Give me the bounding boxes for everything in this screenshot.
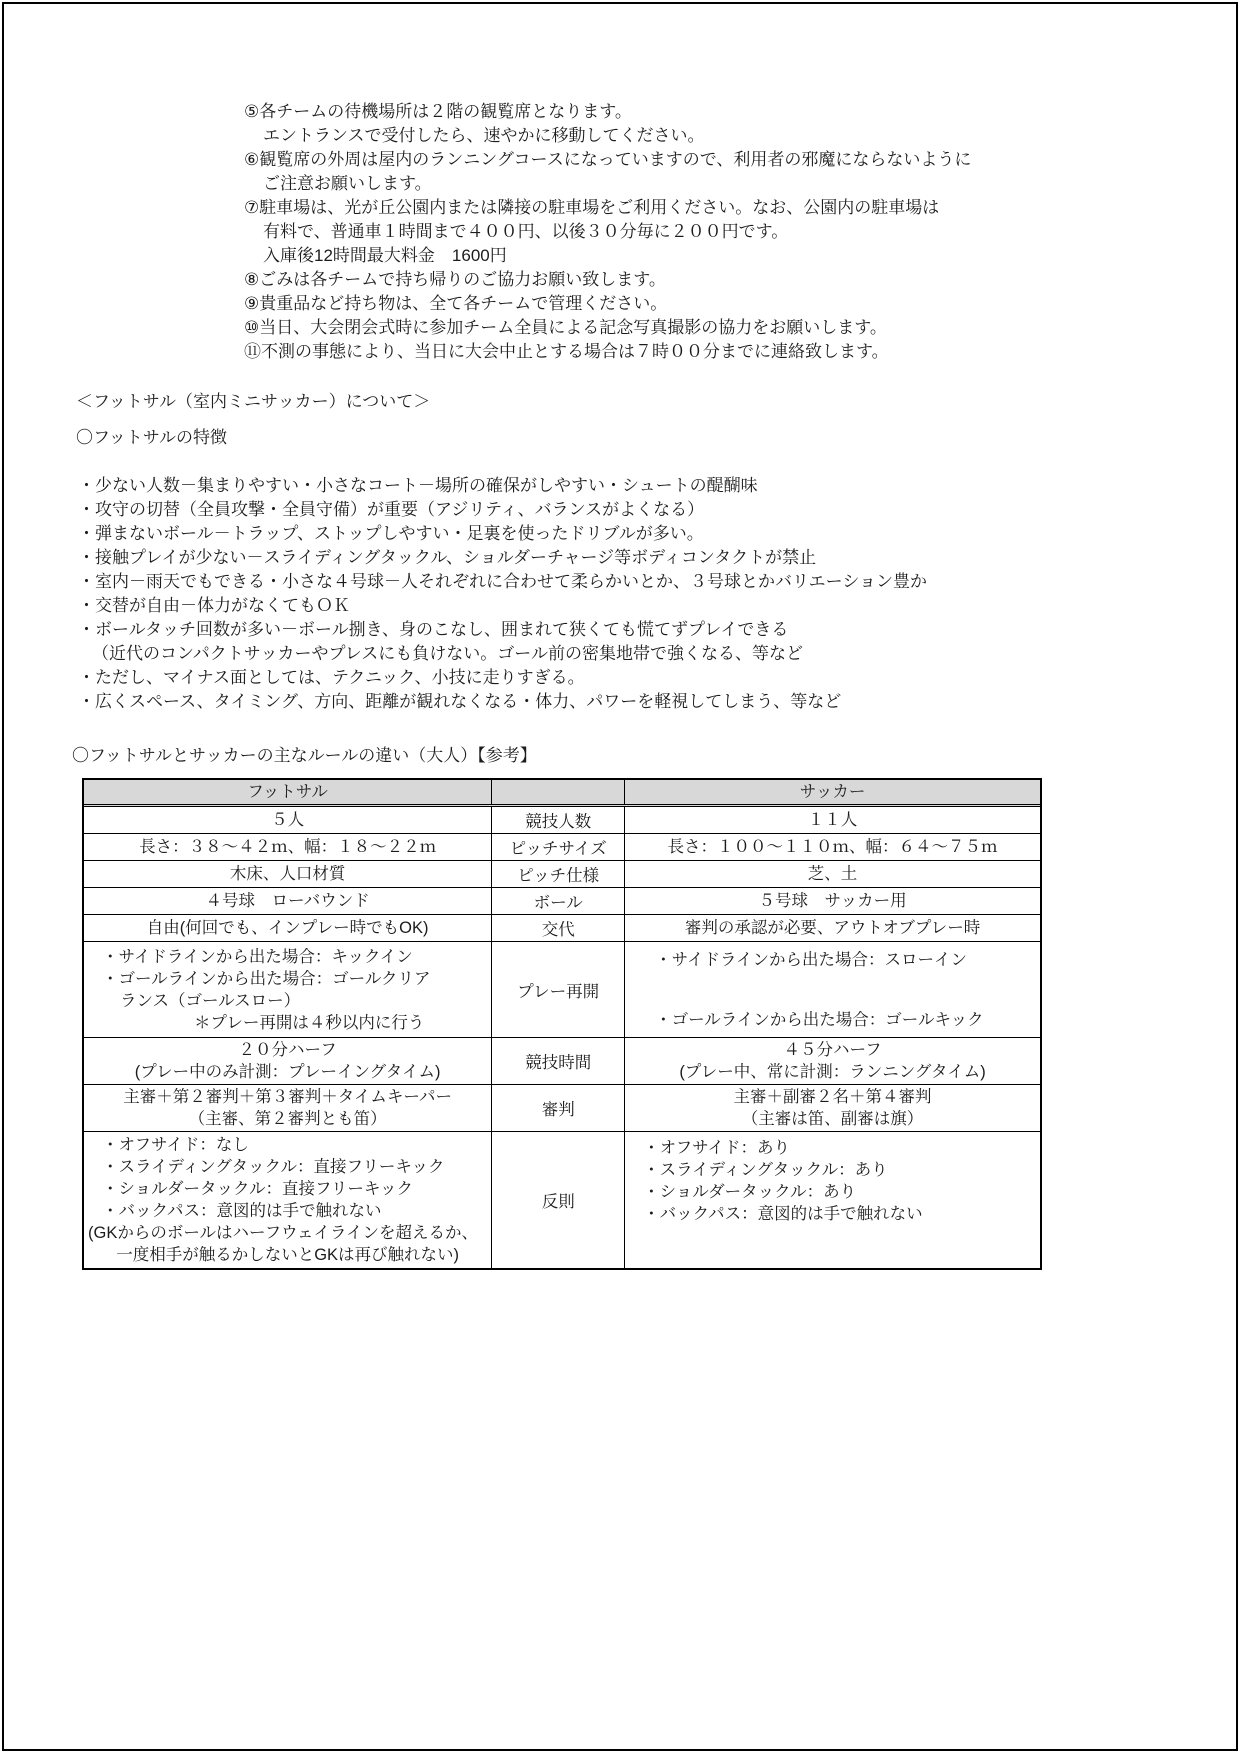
- cell-line: (GKからのボールはハーフウェイラインを超えるか、: [88, 1224, 479, 1242]
- cell-line: ４５分ハーフ: [783, 1041, 882, 1059]
- soccer-cell: [624, 1038, 1040, 1084]
- table-row: [84, 807, 1040, 834]
- category-cell: [491, 1132, 624, 1268]
- cell-line: ４号球 ローバウンド: [205, 892, 370, 910]
- category-label: 交代: [541, 921, 575, 939]
- cell-line: 主審＋第２審判＋第３審判＋タイムキーパー: [123, 1088, 453, 1106]
- cell-line: [627, 971, 1038, 1009]
- notice-list: [244, 100, 1196, 364]
- header-category: [491, 780, 624, 804]
- cell-line: ・ショルダータックル：直接フリーキック: [102, 1180, 414, 1198]
- cell-line: 芝、土: [807, 865, 858, 883]
- cell-line: ・サイドラインから出た場合：キックイン: [102, 947, 413, 966]
- cell-line: 主審＋副審２名＋第４審判: [733, 1088, 932, 1106]
- header-soccer: [624, 780, 1040, 804]
- category-cell: [491, 915, 624, 941]
- rules-comparison-table: [82, 778, 1042, 1270]
- notice-item: ⑦駐車場は、光が丘公園内または隣接の駐車場をご利用ください。なお、公園内の駐車場は: [244, 198, 940, 217]
- rules-heading: 〇フットサルとサッカーの主なルールの違い（大人）【参考】: [72, 746, 537, 765]
- table-body: [84, 807, 1040, 1268]
- soccer-cell: [624, 888, 1040, 914]
- feature-item: ・少ない人数－集まりやすい・小さなコート－場所の確保がしやすい・シュートの醍醐味: [78, 476, 758, 495]
- futsal-cell: [84, 834, 491, 860]
- cell-line: （主審、第２審判とも笛）: [188, 1110, 387, 1128]
- table-row: [84, 834, 1040, 861]
- table-header-row: [84, 780, 1040, 807]
- cell-line: 審判の承認が必要、アウトオブプレー時: [684, 919, 981, 937]
- futsal-cell: [84, 915, 491, 941]
- category-cell: [491, 807, 624, 833]
- cell-line: (プレー中、常に計測：ランニングタイム): [679, 1063, 986, 1081]
- category-label: 審判: [541, 1101, 575, 1119]
- features-list: [78, 474, 1206, 714]
- notice-item: ⑧ごみは各チームで持ち帰りのご協力お願い致します。: [244, 270, 666, 289]
- cell-line: ５人: [271, 811, 305, 829]
- category-label: 競技時間: [525, 1054, 592, 1072]
- cell-line: 木床、人口材質: [229, 865, 346, 883]
- cell-line: ２０分ハーフ: [238, 1041, 337, 1059]
- category-cell: [491, 1038, 624, 1084]
- table-row: [84, 1038, 1040, 1085]
- cell-line: 自由(何回でも、インプレー時でもOK): [146, 919, 429, 937]
- table-row: [84, 942, 1040, 1038]
- feature-item: ・接触プレイが少ない－スライディングタックル、ショルダーチャージ等ボディコンタクトが禁止: [78, 548, 817, 567]
- document-page: [2, 2, 1238, 1751]
- notice-item: ⑤各チームの待機場所は２階の観覧席となります。: [244, 102, 632, 121]
- table-row: [84, 861, 1040, 888]
- category-label: ボール: [533, 894, 583, 912]
- notice-item: 入庫後12時間最大料金 1600円: [263, 246, 507, 265]
- cell-line: ・オフサイド：あり: [643, 1139, 790, 1157]
- soccer-cell: [624, 834, 1040, 860]
- cell-line: ・ショルダータックル：あり: [643, 1183, 857, 1201]
- cell-line: １１人: [807, 811, 858, 829]
- feature-item: （近代のコンパクトサッカーやプレスにも負けない。ゴール前の密集地帯で強くなる、等など: [92, 644, 803, 663]
- category-label: 競技人数: [525, 813, 592, 831]
- feature-item: ・攻守の切替（全員攻撃・全員守備）が重要（アジリティ、バランスがよくなる）: [78, 500, 705, 519]
- notice-item: ⑩当日、大会閉会式時に参加チーム全員による記念写真撮影の協力をお願いします。: [244, 318, 887, 337]
- category-cell: [491, 834, 624, 860]
- header-futsal: [84, 780, 491, 804]
- notice-item: ⑪不測の事態により、当日に大会中止とする場合は７時００分までに連絡致します。: [244, 342, 889, 361]
- header-soccer-label: サッカー: [799, 783, 866, 801]
- category-label: 反則: [541, 1193, 575, 1211]
- futsal-cell: [84, 1132, 491, 1268]
- table-row: [84, 888, 1040, 915]
- soccer-cell: [624, 1085, 1040, 1131]
- category-label: ピッチサイズ: [509, 840, 607, 858]
- cell-line: ・バックパス：意図的は手で触れない: [102, 1202, 382, 1220]
- soccer-cell: [624, 915, 1040, 941]
- futsal-cell: [84, 1085, 491, 1131]
- cell-line: ・ゴールラインから出た場合：ゴールクリア: [102, 969, 431, 988]
- category-cell: [491, 861, 624, 887]
- notice-item: ご注意お願いします。: [263, 174, 432, 193]
- category-cell: [491, 942, 624, 1037]
- features-heading: 〇フットサルの特徴: [76, 428, 227, 447]
- cell-line: ５号球 サッカー用: [758, 892, 907, 910]
- category-cell: [491, 888, 624, 914]
- table-row: [84, 1085, 1040, 1132]
- category-label: ピッチ仕様: [517, 867, 600, 885]
- futsal-cell: [84, 888, 491, 914]
- about-heading: ＜フットサル（室内ミニサッカー）について＞: [76, 392, 431, 411]
- category-label: プレー再開: [517, 982, 600, 1001]
- cell-line: ・ゴールラインから出た場合：ゴールキック: [655, 1010, 984, 1029]
- feature-item: ・ただし、マイナス面としては、テクニック、小技に走りすぎる。: [78, 668, 585, 687]
- notice-item: ⑨貴重品など持ち物は、全て各チームで管理ください。: [244, 294, 668, 313]
- soccer-cell: [624, 861, 1040, 887]
- category-cell: [491, 1085, 624, 1131]
- cell-line: (プレー中のみ計測：プレーイングタイム): [134, 1063, 441, 1081]
- futsal-cell: [84, 1038, 491, 1084]
- cell-line: 一度相手が触るかしないとGKは再び触れない): [116, 1246, 460, 1264]
- futsal-cell: [84, 807, 491, 833]
- cell-line: ランス（ゴールスロー）: [120, 991, 301, 1010]
- soccer-cell: [624, 942, 1040, 1037]
- header-futsal-label: フットサル: [247, 783, 328, 801]
- cell-line: 長さ：１００～１１０ｍ、幅：６４～７５ｍ: [667, 838, 998, 856]
- futsal-cell: [84, 942, 491, 1037]
- table-row: [84, 1132, 1040, 1268]
- cell-line: ・オフサイド：なし: [102, 1136, 249, 1154]
- cell-line: ＊プレー再開は４秒以内に行う: [194, 1013, 425, 1032]
- feature-item: ・弾まないボール－トラップ、ストップしやすい・足裏を使ったドリブルが多い。: [78, 524, 704, 543]
- cell-line: 長さ：３８～４２ｍ、幅：１８～２２ｍ: [139, 838, 437, 856]
- feature-item: ・室内－雨天でもできる・小さな４号球－人それぞれに合わせて柔らかいとか、３号球とかバリエーション豊か: [78, 572, 927, 591]
- cell-line: （主審は笛、副審は旗）: [741, 1110, 924, 1128]
- table-row: [84, 915, 1040, 942]
- feature-item: ・広くスペース、タイミング、方向、距離が観れなくなる・体力、パワーを軽視してしまう、等など: [78, 692, 842, 711]
- cell-line: ・サイドラインから出た場合：スローイン: [655, 950, 967, 969]
- cell-line: ・スライディングタックル：直接フリーキック: [102, 1158, 445, 1176]
- futsal-cell: [84, 861, 491, 887]
- cell-line: ・スライディングタックル：あり: [643, 1161, 888, 1179]
- soccer-cell: [624, 807, 1040, 833]
- cell-line: ・バックパス：意図的は手で触れない: [643, 1205, 923, 1223]
- notice-item: 有料で、普通車１時間まで４００円、以後３０分毎に２００円です。: [263, 222, 789, 241]
- feature-item: ・交替が自由－体力がなくてもＯＫ: [78, 596, 350, 615]
- soccer-cell: [624, 1132, 1040, 1268]
- feature-item: ・ボールタッチ回数が多い－ボール捌き、身のこなし、囲まれて狭くても慌てずプレイできる: [78, 620, 789, 639]
- notice-item: エントランスで受付したら、速やかに移動してください。: [263, 126, 705, 145]
- notice-item: ⑥観覧席の外周は屋内のランニングコースになっていますので、利用者の邪魔にならないように: [244, 150, 972, 169]
